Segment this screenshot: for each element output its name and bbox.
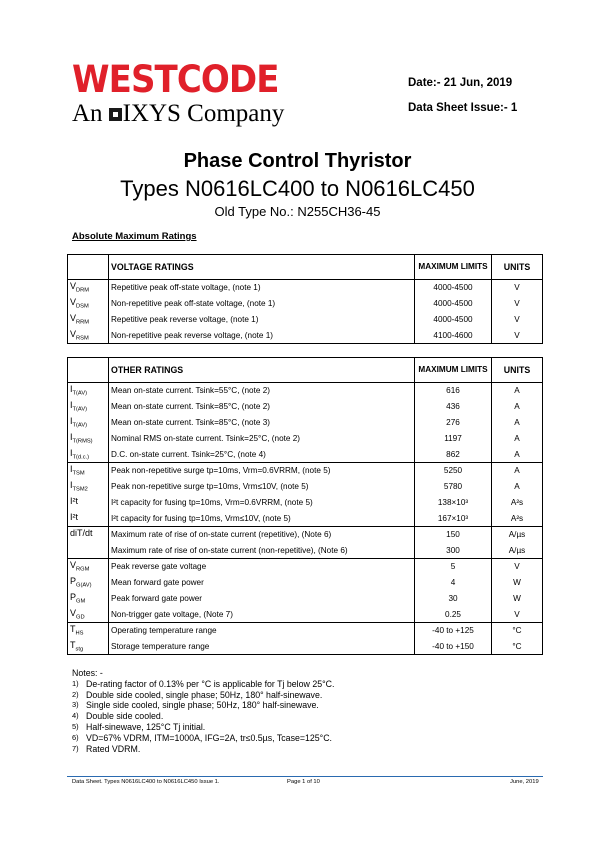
rating-symbol-main: I²t: [70, 511, 78, 522]
units-header: UNITS: [492, 358, 543, 383]
rating-symbol-main: I: [70, 432, 73, 443]
rating-symbol-main: P: [70, 576, 77, 587]
rating-unit: W: [492, 591, 543, 607]
rating-symbol-main: V: [70, 328, 77, 339]
rating-description: Peak non-repetitive surge tp=10ms, Vrm=0.6VRRM, (note 5): [109, 463, 415, 479]
note-item: [72, 733, 334, 744]
rating-unit: A: [492, 447, 543, 463]
rating-max-value: 0.25: [415, 607, 492, 623]
table-header-row: [68, 255, 543, 280]
rating-row: [68, 639, 543, 655]
note-item: [72, 722, 334, 733]
rating-row: [68, 328, 543, 344]
footer-date: June, 2019: [510, 779, 539, 785]
rating-max-value: 5250: [415, 463, 492, 479]
rating-unit: V: [492, 328, 543, 344]
rating-description: Maximum rate of rise of on-state current (repetitive), (Note 6): [109, 527, 415, 543]
rating-description: Storage temperature range: [109, 639, 415, 655]
rating-symbol: [68, 543, 109, 559]
note-number: 1): [72, 678, 79, 688]
rating-row: [68, 543, 543, 559]
rating-row: [68, 575, 543, 591]
rating-max-value: 862: [415, 447, 492, 463]
rating-symbol-subscript: T(d.c.): [72, 454, 90, 461]
rating-symbol-subscript: DRM: [76, 288, 90, 295]
document-date: Date:- 21 Jun, 2019: [408, 77, 513, 89]
rating-row: [68, 511, 543, 527]
note-number: 3): [72, 700, 79, 710]
rating-symbol: [68, 280, 109, 296]
note-item: [72, 711, 334, 722]
note-text: Half-sinewave, 125°C Tj initial.: [86, 721, 206, 732]
rating-symbol: [68, 296, 109, 312]
rating-symbol: [68, 447, 109, 463]
rating-unit: °C: [492, 623, 543, 639]
rating-symbol-subscript: TSM2: [72, 486, 88, 493]
rating-symbol: [68, 399, 109, 415]
rating-symbol-main: I: [70, 400, 73, 411]
note-number: 2): [72, 689, 79, 699]
rating-description: Non-repetitive peak reverse voltage, (note 1): [109, 328, 415, 344]
rating-unit: A/µs: [492, 527, 543, 543]
rating-symbol: [68, 575, 109, 591]
rating-symbol-main: T: [70, 639, 76, 650]
rating-symbol-main: V: [70, 281, 77, 292]
rating-max-value: 4000-4500: [415, 280, 492, 296]
rating-unit: A²s: [492, 495, 543, 511]
note-text: De-rating factor of 0.13% per °C is applicable for Tj below 25°C.: [86, 678, 335, 689]
rating-row: [68, 399, 543, 415]
note-item: [72, 744, 334, 755]
company-logo: [72, 60, 297, 128]
rating-description: Repetitive peak reverse voltage, (note 1): [109, 312, 415, 328]
rating-unit: W: [492, 575, 543, 591]
rating-description: I²t capacity for fusing tp=10ms, Vrm≤10V, (note 5): [109, 511, 415, 527]
rating-symbol-main: V: [70, 607, 77, 618]
rating-row: [68, 591, 543, 607]
rating-symbol: [68, 495, 109, 511]
rating-symbol-subscript: RRM: [76, 319, 90, 326]
note-number: 5): [72, 721, 79, 731]
rating-symbol: [68, 607, 109, 623]
rating-row: [68, 479, 543, 495]
rating-description: D.C. on-state current. Tsink=25°C, (note 4): [109, 447, 415, 463]
rating-max-value: 5: [415, 559, 492, 575]
logo-tagline: [72, 100, 297, 128]
rating-description: Peak forward gate power: [109, 591, 415, 607]
notes-section: [72, 668, 334, 754]
rating-symbol-main: I: [70, 447, 73, 458]
rating-symbol-main: I: [70, 464, 73, 475]
rating-symbol-subscript: T(RMS): [72, 438, 93, 445]
rating-unit: V: [492, 312, 543, 328]
rating-row: [68, 623, 543, 639]
rating-max-value: 4000-4500: [415, 312, 492, 328]
rating-max-value: 167×10³: [415, 511, 492, 527]
logo-tagline-suffix: IXYS Company: [122, 100, 285, 127]
rating-symbol: [68, 463, 109, 479]
rating-max-value: 4: [415, 575, 492, 591]
note-number: 4): [72, 711, 79, 721]
rating-unit: A: [492, 399, 543, 415]
rating-symbol-main: I²t: [70, 496, 78, 507]
rating-unit: °C: [492, 639, 543, 655]
note-text: VD=67% VDRM, ITM=1000A, IFG=2A, tr≤0.5µs, Tcase=125°C.: [86, 732, 332, 743]
rating-description: Non-trigger gate voltage, (Note 7): [109, 607, 415, 623]
rating-unit: A/µs: [492, 543, 543, 559]
rating-row: [68, 559, 543, 575]
rating-max-value: 5780: [415, 479, 492, 495]
ixys-square-icon: [109, 108, 122, 121]
rating-max-value: -40 to +150: [415, 639, 492, 655]
voltage-ratings-table: [67, 254, 543, 344]
rating-row: [68, 495, 543, 511]
rating-symbol: [68, 431, 109, 447]
note-text: Single side cooled, single phase; 50Hz, 180° half-sinewave.: [86, 700, 319, 711]
rating-unit: A: [492, 415, 543, 431]
rating-unit: V: [492, 280, 543, 296]
note-item: [72, 690, 334, 701]
notes-title: Notes: -: [72, 668, 103, 678]
page-title: Phase Control Thyristor: [183, 150, 412, 172]
footer-left: Data Sheet. Types N0616LC400 to N0616LC450 Issue 1.: [72, 779, 220, 785]
rating-row: [68, 447, 543, 463]
rating-unit: A²s: [492, 511, 543, 527]
rating-symbol: [68, 511, 109, 527]
rating-symbol-subscript: GD: [76, 614, 85, 621]
rating-description: Peak reverse gate voltage: [109, 559, 415, 575]
rating-unit: V: [492, 559, 543, 575]
rating-row: [68, 415, 543, 431]
rating-unit: A: [492, 479, 543, 495]
rating-description: Mean on-state current. Tsink=85°C, (note 3): [109, 415, 415, 431]
table-header-row: [68, 358, 543, 383]
rating-symbol-subscript: T(AV): [72, 391, 88, 398]
rating-symbol: [68, 591, 109, 607]
rating-symbol-main: I: [70, 480, 73, 491]
rating-description: Mean on-state current. Tsink=85°C, (note 2): [109, 399, 415, 415]
rating-description: Operating temperature range: [109, 623, 415, 639]
rating-row: [68, 383, 543, 399]
rating-max-value: 300: [415, 543, 492, 559]
rating-symbol: [68, 312, 109, 328]
rating-row: [68, 607, 543, 623]
rating-max-value: 4000-4500: [415, 296, 492, 312]
rating-max-value: 616: [415, 383, 492, 399]
rating-symbol-subscript: T(AV): [72, 422, 88, 429]
note-text: Double side cooled, single phase; 50Hz, 180° half-sinewave.: [86, 689, 323, 700]
rating-symbol-main: P: [70, 592, 77, 603]
note-number: 7): [72, 743, 79, 753]
rating-max-value: 1197: [415, 431, 492, 447]
rating-symbol: [68, 479, 109, 495]
rating-description: Peak non-repetitive surge tp=10ms, Vrm≤10V, (note 5): [109, 479, 415, 495]
rating-description: Repetitive peak off-state voltage, (note 1): [109, 280, 415, 296]
page-subtitle: Types N0616LC400 to N0616LC450: [120, 176, 475, 201]
rating-symbol-subscript: HS: [75, 631, 84, 638]
rating-row: [68, 527, 543, 543]
note-number: 6): [72, 732, 79, 742]
rating-symbol: [68, 328, 109, 344]
rating-description: Mean on-state current. Tsink=55°C, (note 2): [109, 383, 415, 399]
rating-symbol-subscript: TSM: [72, 471, 85, 478]
logo-wordmark: WESTCODE: [72, 58, 279, 101]
max-limits-header: MAXIMUM LIMITS: [415, 255, 492, 280]
rating-description: Non-repetitive peak off-state voltage, (note 1): [109, 296, 415, 312]
rating-row: [68, 312, 543, 328]
units-header: UNITS: [492, 255, 543, 280]
rating-max-value: 138×10³: [415, 495, 492, 511]
rating-symbol-subscript: GM: [76, 598, 86, 605]
rating-symbol: [68, 639, 109, 655]
voltage-ratings-heading: VOLTAGE RATINGS: [109, 255, 415, 280]
rating-symbol-subscript: RGM: [76, 567, 90, 574]
rating-symbol-main: V: [70, 560, 77, 571]
rating-symbol-subscript: G(AV): [76, 582, 92, 589]
rating-symbol-main: I: [70, 384, 73, 395]
rating-symbol: [68, 559, 109, 575]
rating-symbol: [68, 527, 109, 543]
rating-max-value: -40 to +125: [415, 623, 492, 639]
rating-symbol-main: T: [70, 624, 76, 635]
rating-description: Nominal RMS on-state current. Tsink=25°C, (note 2): [109, 431, 415, 447]
rating-unit: A: [492, 431, 543, 447]
note-text: Rated VDRM.: [86, 743, 141, 754]
rating-unit: A: [492, 463, 543, 479]
old-type-number: Old Type No.: N255CH36-45: [214, 204, 381, 219]
rating-symbol-subscript: DSM: [76, 303, 89, 310]
max-limits-header: MAXIMUM LIMITS: [415, 358, 492, 383]
other-ratings-table: [67, 357, 543, 655]
rating-unit: A: [492, 383, 543, 399]
rating-description: Maximum rate of rise of on-state current (non-repetitive), (Note 6): [109, 543, 415, 559]
rating-symbol-main: I: [70, 416, 73, 427]
rating-symbol-main: V: [70, 313, 77, 324]
rating-symbol-main: diT/dt: [70, 528, 93, 539]
rating-symbol: [68, 415, 109, 431]
rating-symbol-subscript: stg: [75, 646, 84, 653]
other-ratings-heading: OTHER RATINGS: [109, 358, 415, 383]
rating-description: I²t capacity for fusing tp=10ms, Vrm=0.6VRRM, (note 5): [109, 495, 415, 511]
note-item: [72, 679, 334, 690]
rating-unit: V: [492, 607, 543, 623]
data-sheet-issue: Data Sheet Issue:- 1: [408, 102, 518, 114]
rating-row: [68, 431, 543, 447]
logo-tagline-prefix: An: [72, 100, 103, 127]
rating-symbol-subscript: RSM: [76, 335, 89, 342]
rating-max-value: 150: [415, 527, 492, 543]
rating-description: Mean forward gate power: [109, 575, 415, 591]
rating-symbol: [68, 623, 109, 639]
rating-max-value: 30: [415, 591, 492, 607]
footer-divider: [67, 776, 543, 777]
rating-max-value: 4100-4600: [415, 328, 492, 344]
rating-symbol-main: V: [70, 297, 77, 308]
rating-symbol: [68, 383, 109, 399]
rating-row: [68, 463, 543, 479]
note-text: Double side cooled.: [86, 711, 164, 722]
rating-max-value: 276: [415, 415, 492, 431]
section-heading: Absolute Maximum Ratings: [72, 231, 197, 242]
rating-max-value: 436: [415, 399, 492, 415]
footer-page-number: Page 1 of 10: [287, 779, 320, 785]
rating-symbol-subscript: T(AV): [72, 406, 88, 413]
note-item: [72, 700, 334, 711]
rating-row: [68, 296, 543, 312]
rating-unit: V: [492, 296, 543, 312]
rating-row: [68, 280, 543, 296]
